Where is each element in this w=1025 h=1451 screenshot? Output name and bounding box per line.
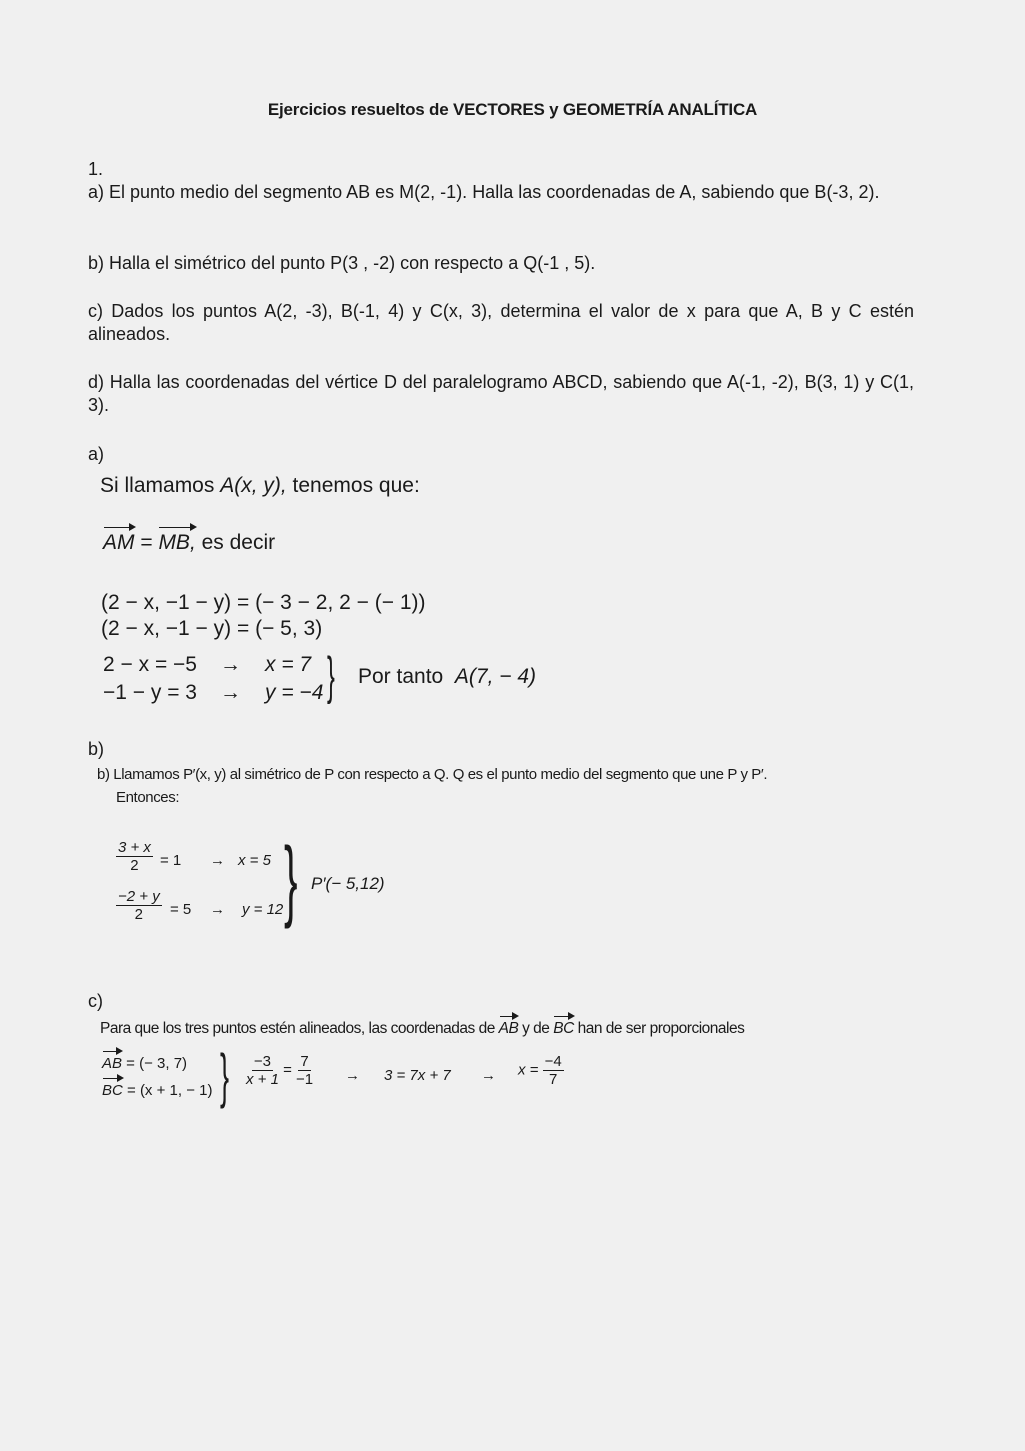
document-title: Ejercicios resueltos de VECTORES y GEOMETRÍA ANALÍTICA [267,100,758,119]
proportion-1-num: −3 [253,1053,272,1070]
system-eq-1-arrow: → [220,653,241,676]
x-result-num: −4 [544,1053,562,1070]
system-c-brace: } [220,1042,230,1109]
fraction-1-result: x = 5 [238,852,271,869]
fraction-1-num: 3 + x [118,839,151,856]
vector-am: AM [103,531,135,554]
ab-equation [102,1055,187,1072]
system-eq-1-lhs: 2 − x = −5 [103,653,197,676]
vector-bc: BC [553,1020,574,1037]
solution-c-label: c) [88,991,103,1011]
exercise-number: 1. [88,159,104,179]
question-d: d) Halla las coordenadas del vértice D del paralelogramo ABCD, sabiendo que A(-1, -2), B(3, 1) y C(1, 3). [88,372,914,415]
solution-c-text-post: han de ser proporcionales [573,1020,745,1037]
es-decir: es decir [195,531,276,554]
fraction-2-arrow: → [210,901,225,918]
fraction-2-den: 2 [134,906,144,923]
fraction-1-frac [116,839,153,874]
vector-ab: AB [498,1020,519,1037]
fraction-1-arrow: → [210,852,225,869]
solution-b-text-2: Entonces: [116,789,180,806]
equation-c: 3 = 7x + 7 [384,1067,451,1084]
conclusion-a [358,665,536,689]
solution-c-text [100,1020,744,1038]
vector-mb: MB, [158,531,196,554]
ab-value: = (− 3, 7) [122,1055,188,1072]
system-eq-1-rhs: x = 7 [265,653,312,676]
bc-vector: BC [102,1082,123,1099]
solution-b-label: b) [88,739,105,759]
proportion [246,1053,313,1088]
x-result-den: 7 [548,1071,558,1088]
system-eq-2-arrow: → [220,681,241,704]
system-eq-2-rhs: y = −4 [265,681,324,704]
equation-line-2: (2 − x, −1 − y) = (− 5, 3) [101,617,323,640]
point-p-prime: P′(− 5,12) [311,874,385,893]
solution-c-text-mid: y de [518,1020,554,1037]
solution-b-text-1: b) Llamamos P′(x, y) al simétrico de P con respecto a Q. Q es el punto medio del segmento que une P y P′. [97,766,768,783]
conclusion-text: Por tanto [358,665,444,688]
proportion-1-den: x + 1 [246,1071,279,1088]
bc-value: = (x + 1, − 1) [122,1082,213,1099]
vector-equality [103,531,275,555]
proportion-frac-2 [296,1053,313,1088]
solution-c-text-pre: Para que los tres puntos estén alineados, las coordenadas de [100,1020,499,1037]
fraction-2-rhs: = 5 [170,901,192,918]
solution-a-label: a) [88,444,105,464]
system-eq-2-lhs: −1 − y = 3 [103,681,197,704]
intro-text: Si llamamos [100,474,221,497]
conclusion-point: A(7, − 4) [454,665,537,688]
fraction-2 [116,888,162,923]
fraction-1-rhs: = 1 [160,852,182,869]
solution-a-intro [100,474,420,498]
system-brace: } [327,647,335,705]
fraction-2-result: y = 12 [242,901,284,918]
intro-point: A(x, y), [220,474,287,497]
proportion-2-num: 7 [300,1053,309,1070]
question-a: a) El punto medio del segmento AB es M(2, -1). Halla las coordenadas de A, sabiendo que B(-3, 2). [88,182,880,202]
equation-line-1: (2 − x, −1 − y) = (− 3 − 2, 2 − (− 1)) [101,591,426,614]
proportion-2-den: −1 [296,1071,314,1088]
arrow-1: → [345,1067,360,1084]
proportion-equals: = [283,1061,292,1079]
question-c: c) Dados los puntos A(2, -3), B(-1, 4) y C(x, 3), determina el valor de x para que A, B y C estén alineados. [88,301,914,344]
fraction-1-den: 2 [130,857,139,874]
fraction-2-frac [116,888,162,923]
question-b: b) Halla el simétrico del punto P(3 , -2) con respecto a Q(-1 , 5). [88,253,596,273]
x-result-lhs: x = [518,1061,539,1079]
fraction-1 [116,839,153,874]
fraction-2-num: −2 + y [118,888,160,905]
bc-equation [102,1082,212,1099]
system-b-brace: } [284,830,298,930]
intro-text-end: tenemos que: [286,474,420,497]
equals-sign: = [134,531,159,554]
x-result-frac [543,1053,564,1088]
proportion-frac-1 [246,1053,279,1088]
ab-vector: AB [102,1055,123,1072]
x-result [518,1053,564,1088]
arrow-2: → [481,1067,496,1084]
